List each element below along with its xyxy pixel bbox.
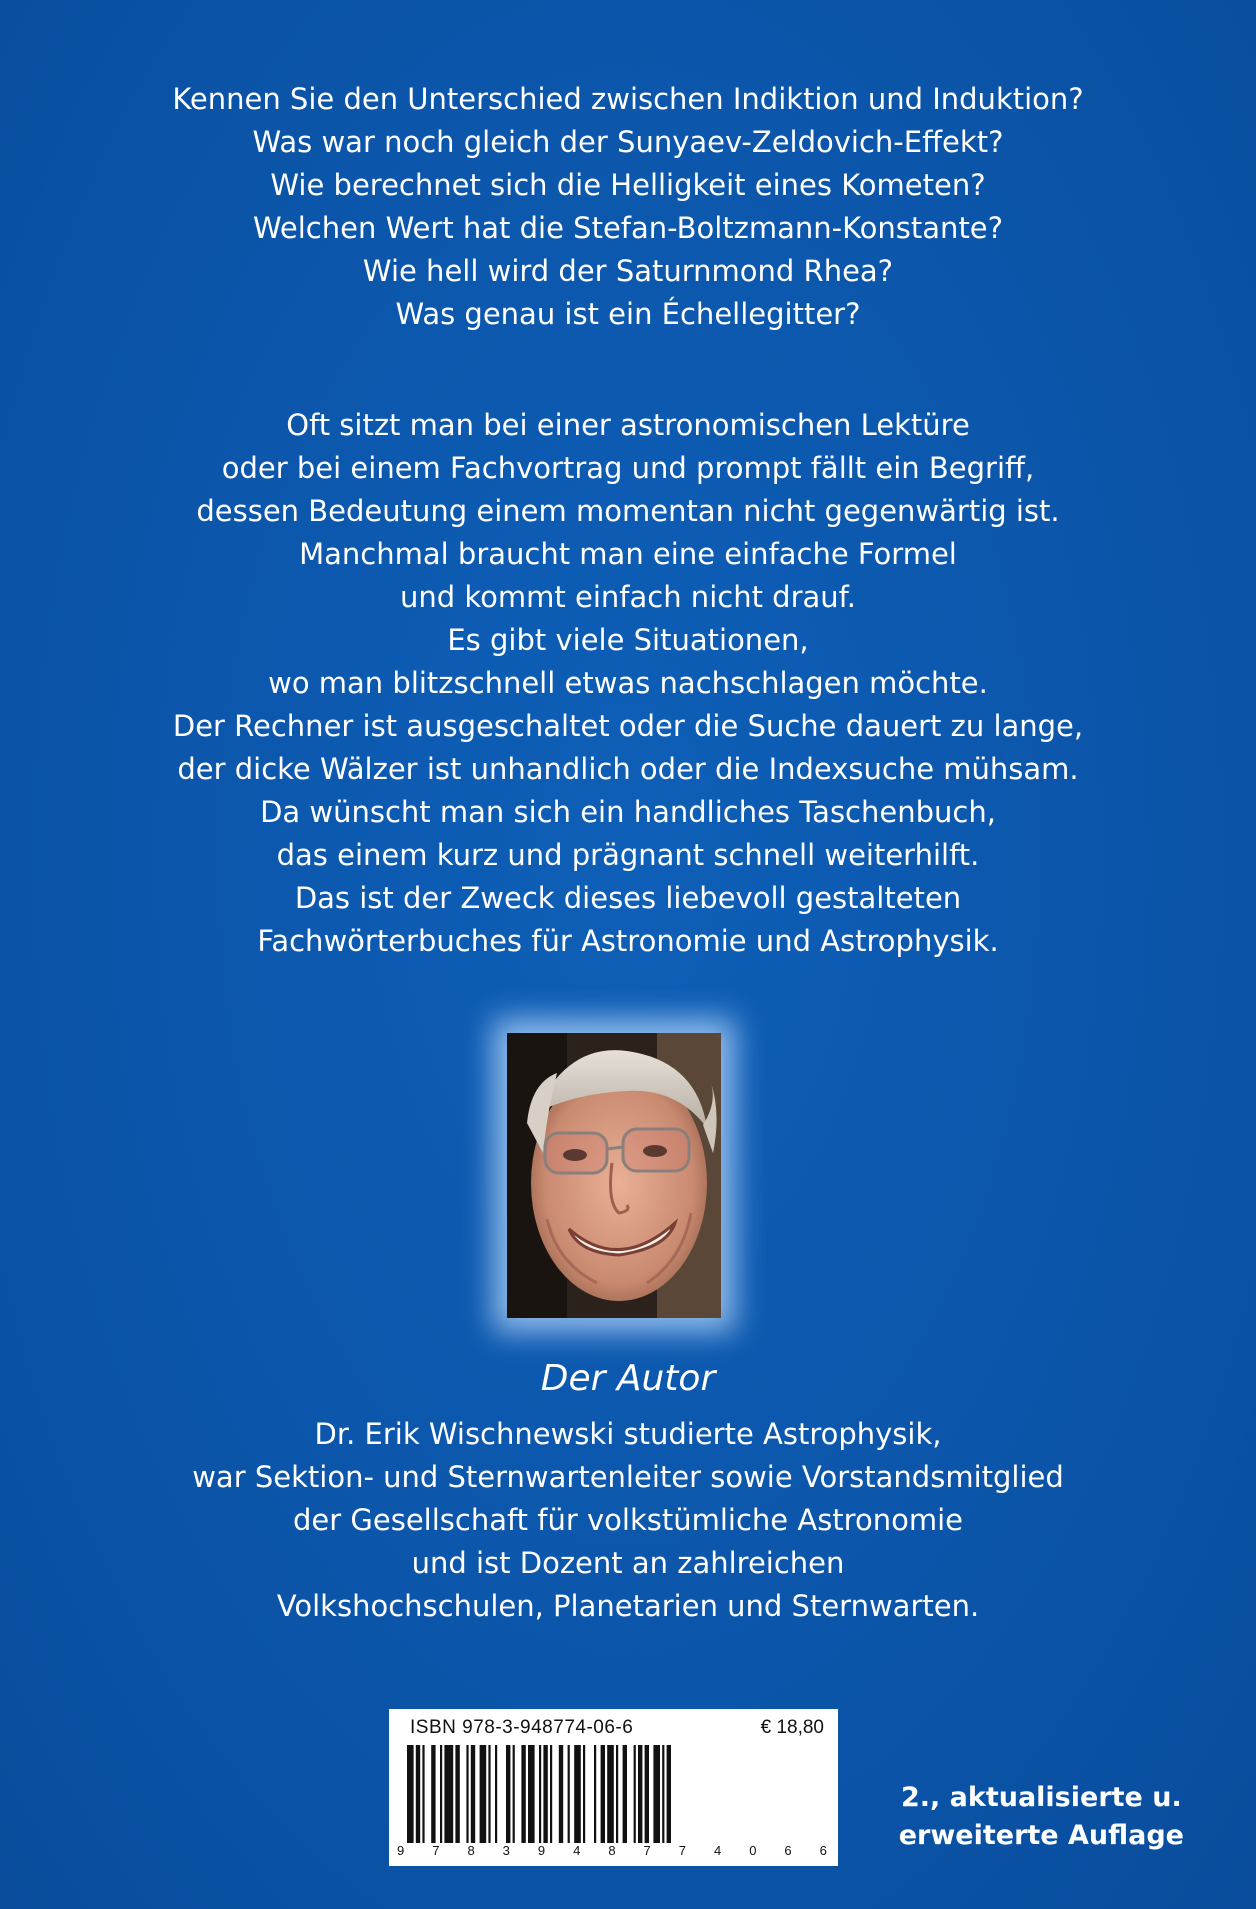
barcode-bar xyxy=(528,1745,535,1843)
barcode-digit: 7 xyxy=(643,1843,651,1858)
intro-line: Da wünscht man sich ein handliches Taschenbuch, xyxy=(260,795,996,829)
author-bio-line: war Sektion- und Sternwartenleiter sowie Vorstandsmitglied xyxy=(192,1460,1064,1494)
barcode-bar xyxy=(616,1745,618,1843)
barcode-bar xyxy=(559,1745,563,1843)
barcode-bar xyxy=(623,1745,627,1843)
author-bio-line: und ist Dozent an zahlreichen xyxy=(411,1546,845,1580)
barcode-bar xyxy=(594,1745,596,1843)
barcode-bar xyxy=(506,1745,510,1843)
barcode-bar xyxy=(495,1745,497,1843)
barcode-bar xyxy=(521,1745,525,1843)
intro-line: Manchmal braucht man eine einfache Formel xyxy=(299,537,957,571)
author-photo xyxy=(507,1033,721,1318)
question-line: Was war noch gleich der Sunyaev-Zeldovich-Effekt? xyxy=(252,125,1004,159)
barcode-bar xyxy=(568,1745,570,1843)
barcode-bar xyxy=(634,1745,636,1843)
barcode-digit: 9 xyxy=(397,1843,405,1858)
barcode-bar xyxy=(444,1745,453,1843)
barcode-digit: 7 xyxy=(432,1843,440,1858)
barcode-bar xyxy=(416,1745,420,1843)
intro-line: Fachwörterbuches für Astronomie und Astrophysik. xyxy=(257,924,999,958)
intro-block xyxy=(0,404,1256,963)
barcode-bar xyxy=(539,1745,541,1843)
question-line: Wie berechnet sich die Helligkeit eines Kometen? xyxy=(270,168,986,202)
author-bio-line: Volkshochschulen, Planetarien und Sternwarten. xyxy=(276,1589,980,1623)
barcode-bar xyxy=(601,1745,605,1843)
edition-line: erweiterte Auflage xyxy=(898,1820,1184,1851)
author-portrait-icon xyxy=(507,1033,721,1318)
intro-line: dessen Bedeutung einem momentan nicht gegenwärtig ist. xyxy=(196,494,1060,528)
barcode-digit: 6 xyxy=(784,1843,792,1858)
barcode-bar xyxy=(488,1745,490,1843)
barcode-bar xyxy=(440,1745,442,1843)
barcode-bar xyxy=(455,1745,459,1843)
barcode-digits xyxy=(397,1843,827,1858)
edition-line: 2., aktualisierte u. xyxy=(900,1782,1182,1813)
barcode-bar xyxy=(638,1745,642,1843)
question-line: Welchen Wert hat die Stefan-Boltzmann-Konstante? xyxy=(252,211,1004,245)
author-bio-line: der Gesellschaft für volkstümliche Astronomie xyxy=(293,1503,963,1537)
barcode-bar xyxy=(662,1745,664,1843)
barcode-bars-icon xyxy=(407,1745,819,1843)
price-text: € 18,80 xyxy=(760,1717,824,1738)
intro-line: Es gibt viele Situationen, xyxy=(447,623,809,657)
intro-line: und kommt einfach nicht drauf. xyxy=(400,580,856,614)
intro-line: Das ist der Zweck dieses liebevoll gestalteten xyxy=(294,881,962,915)
barcode-bar xyxy=(471,1745,475,1843)
intro-line: Der Rechner ist ausgeschaltet oder die Suche dauert zu lange, xyxy=(172,709,1084,743)
barcode-digit: 8 xyxy=(467,1843,475,1858)
author-bio-line: Dr. Erik Wischnewski studierte Astrophysik, xyxy=(314,1417,942,1451)
question-line: Kennen Sie den Unterschied zwischen Indiktion und Induktion? xyxy=(172,82,1084,116)
barcode-digit: 8 xyxy=(608,1843,616,1858)
intro-line: der dicke Wälzer ist unhandlich oder die Indexsuche mühsam. xyxy=(177,752,1079,786)
barcode-bar xyxy=(583,1745,585,1843)
barcode-bar xyxy=(480,1745,487,1843)
barcode-bar xyxy=(607,1745,614,1843)
intro-line: Oft sitzt man bei einer astronomischen Lektüre xyxy=(286,408,970,442)
author-heading: Der Autor xyxy=(540,1358,716,1399)
barcode-bar xyxy=(667,1745,671,1843)
barcode-bar xyxy=(431,1745,435,1843)
barcode-digit: 9 xyxy=(537,1843,546,1858)
questions-block xyxy=(0,78,1256,336)
question-line: Was genau ist ein Échellegitter? xyxy=(395,297,861,331)
barcode-label xyxy=(389,1709,838,1866)
barcode-bar xyxy=(466,1745,468,1843)
intro-line: das einem kurz und prägnant schnell weiterhilft. xyxy=(276,838,980,872)
barcode-digit: 4 xyxy=(573,1843,581,1858)
barcode-digit: 0 xyxy=(749,1843,757,1858)
barcode-digit: 7 xyxy=(678,1843,686,1858)
barcode-bar xyxy=(543,1745,547,1843)
barcode-digit: 4 xyxy=(713,1843,722,1858)
barcode-digit: 6 xyxy=(819,1843,827,1858)
author-bio xyxy=(0,1413,1256,1628)
barcode-bar xyxy=(407,1745,414,1843)
barcode-bar xyxy=(645,1745,649,1843)
barcode-bar xyxy=(513,1745,515,1843)
question-line: Wie hell wird der Saturnmond Rhea? xyxy=(362,254,894,288)
intro-line: oder bei einem Fachvortrag und prompt fällt ein Begriff, xyxy=(221,451,1035,485)
barcode-digit: 3 xyxy=(502,1843,510,1858)
edition-note xyxy=(899,1779,1184,1855)
barcode-bar xyxy=(550,1745,552,1843)
isbn-text: ISBN 978-3-948774-06-6 xyxy=(410,1717,634,1738)
barcode-bar xyxy=(653,1745,660,1843)
barcode-bar xyxy=(422,1745,424,1843)
barcode-bar xyxy=(574,1745,581,1843)
intro-line: wo man blitzschnell etwas nachschlagen möchte. xyxy=(268,666,988,700)
